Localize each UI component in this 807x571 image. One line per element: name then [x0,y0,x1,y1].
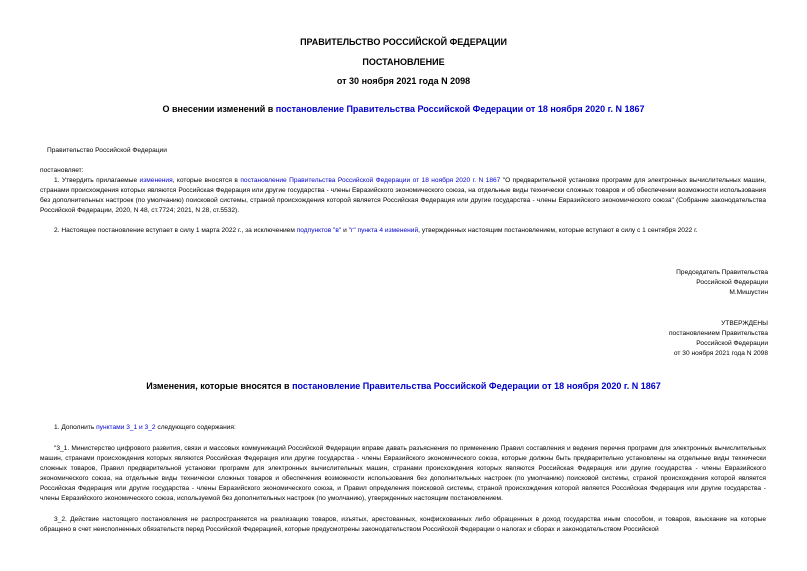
paragraph-3-1: "3_1. Министерство цифрового развития, связи и массовых коммуникаций Российской Федерации вправе давать разъяснения по применению Правил составления и ведения перечня программ для электронных вычислительных машин, странами происхождения которых являются Российская Федерация или другие государства - члены Евразийского экономического союза, которые должны быть предварительно установлены на отдельные виды технически сложных товаров, Правил предварительной установки программ для электронных вычислительных машин, странами происхождения которых являются Российская Федерация или другие государства - члены Евразийского экономического союза, на отдельные виды технически сложных товаров и обеспечения возможности использования без дополнительных настроек (по умолчанию) поисковой системы, страной происхождения которой является Российская Федерация или другие государства - члены Евразийского экономического союза, и Правил определения поисковой системы, страной происхождения которой является Российская Федерация или другие государства - члены Евразийского экономического союза, используемой без дополнительных настроек (по умолчанию), утвержденных настоящим постановлением. [40,445,766,502]
p2-link-subitems[interactable]: подпунктов "в" [296,227,342,234]
paragraph-2 [40,226,766,236]
changes-item-1 [54,423,236,433]
approved-title: УТВЕРЖДЕНЫ [721,320,768,327]
signature-position: Председатель Правительства [676,269,768,276]
approved-country: Российской Федерации [696,340,768,347]
p1-link-resolution[interactable]: постановление Правительства Российской Федерации от 18 ноября 2020 г. N 1867 [240,177,501,184]
item1-link[interactable]: пунктами 3_1 и 3_2 [96,424,156,431]
p2-text-b: и [341,227,349,234]
changes-title-prefix: Изменения, которые вносятся в [146,381,293,391]
signature-block [560,268,768,298]
p1-text-a: 1. Утвердить прилагаемые [54,177,140,184]
paragraph-3-2: 3_2. Действие настоящего постановления не распространяется на реализацию товаров, изъятых, арестованных, конфискованных либо обращенных в доход государства иным способом, и товаров, взыскание на которые обращено в счет неисполненных обязательств перед Российской Федерацией, которые предусмотрены законодательством Российской Федерации о налогах и сборах и законодательством Российской [40,516,766,533]
signature-name: М.Мишустин [729,289,768,296]
signature-country: Российской Федерации [696,279,768,286]
paragraph-1 [40,176,766,216]
approved-block [560,319,768,359]
p1-link-changes[interactable]: изменения [139,177,173,184]
approved-date: от 30 ноября 2021 года N 2098 [673,350,768,357]
header-doctype: ПОСТАНОВЛЕНИЕ [362,57,445,67]
header-org: ПРАВИТЕЛЬСТВО РОССИЙСКОЙ ФЕДЕРАЦИИ [300,37,507,47]
p1-text-c: "О предварительной установке программ для электронных вычислительных машин, странами происхождения которых являются Российская Федерация или другие государства - члены Евразийского экономического союза, на отдельные виды технически сложных товаров и об обеспечении возможности использования без дополнительных настроек (по умолчанию) поисковой системы, страной происхождения которой является Российская Федерация или другие государства - члены Евразийского экономического союза" (Собрание законодательства Российской Федерации, 2020, N 48, ст.7724; 2021, N 28, ст.5532). [40,177,767,214]
p2-text-c: , утвержденных настоящим постановлением, которые вступают в силу с 1 сентября 2022 г. [418,227,698,234]
document-title [0,104,807,114]
header-date: от 30 ноября 2021 года N 2098 [336,76,471,86]
approved-by: постановлением Правительства [668,330,768,337]
item1-text-a: 1. Дополнить [54,424,97,431]
changes-title-link[interactable]: постановление Правительства Российской Федерации от 18 ноября 2020 г. N 1867 [292,381,661,391]
p2-link-item4[interactable]: "г" пункта 4 изменений [348,227,419,234]
item1-text-b: следующего содержания: [155,424,236,431]
title-prefix: О внесении изменений в [162,104,276,114]
title-link[interactable]: постановление Правительства Российской Федерации от 18 ноября 2020 г. N 1867 [275,104,645,114]
changes-title [0,381,807,391]
p2-text-a: 2. Настоящее постановление вступает в силу 1 марта 2022 г., за исключением [54,227,297,234]
resolves-line: постановляет: [40,167,84,174]
p1-text-b: , которые вносятся в [172,177,241,184]
gov-line: Правительство Российской Федерации [47,147,167,154]
